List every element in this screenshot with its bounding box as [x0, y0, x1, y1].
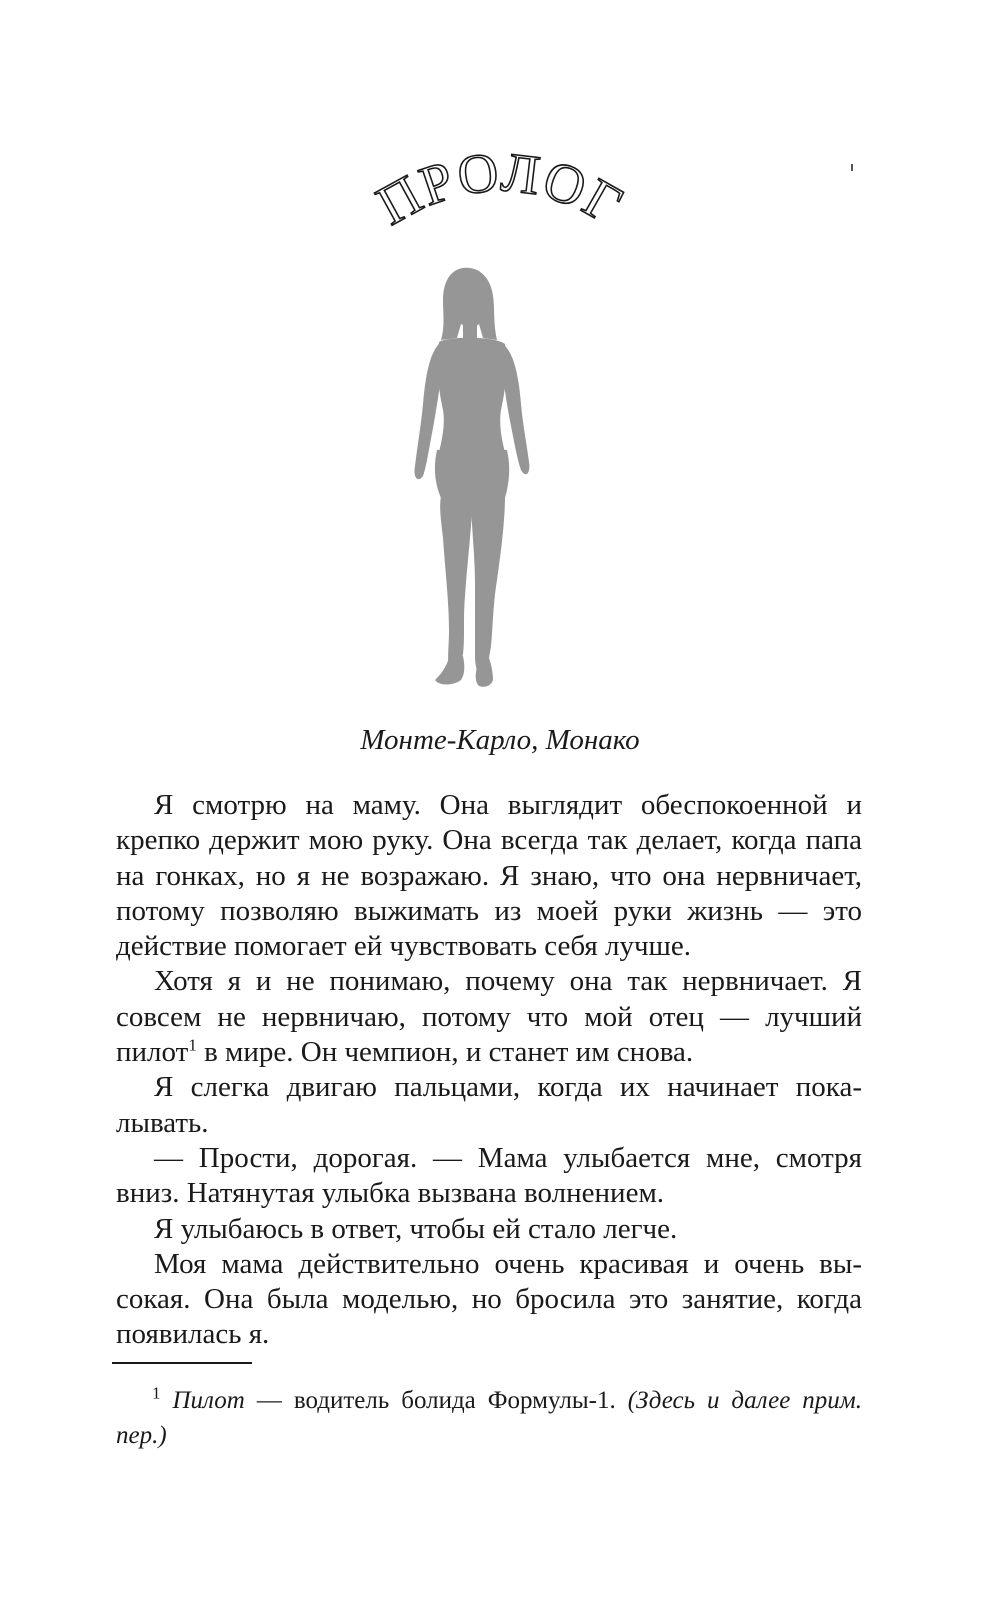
- footnote: [116, 1383, 862, 1453]
- paragraph-4: — Прости, дорогая. — Мама улыбается мне, смотря вниз. Натянутая улыбка вызвана волнением.: [116, 1141, 862, 1210]
- stray-mark: [851, 164, 853, 171]
- footnote-note: (Здесь и далее прим. пер.): [116, 1387, 862, 1449]
- silhouette-shape: [414, 268, 529, 687]
- footnote-marker: 1: [152, 1383, 161, 1403]
- body-text: [116, 788, 862, 1353]
- paragraph-2: [116, 964, 862, 1070]
- footnote-divider: [112, 1362, 252, 1364]
- paragraph-1: Я смотрю на маму. Она выглядит обеспокоенной и крепко держит мою руку. Она всегда так делает, когда папа на гонках, но я не возражаю. Я знаю, что она нервничает, потому позволяю выжимать из моей руки жизнь — это действие помогает ей чувствовать себя лучше.: [116, 789, 862, 963]
- footnote-term: Пилот: [172, 1387, 245, 1414]
- paragraph-2-text: Хотя я и не понимаю, почему она так нервничает. Я совсем не нервничаю, потому что мой отец — лучший: [116, 965, 862, 1033]
- paragraph-6: Моя мама действительно очень красивая и очень высокая. Она была моделью, но бросила это занятие, когда появилась я.: [116, 1247, 862, 1351]
- chapter-title-path: ПРОЛОГ: [367, 150, 634, 238]
- footnote-text: — водитель болида Формулы-1.: [244, 1387, 628, 1414]
- paragraph-5: Я улыбаюсь в ответ, чтобы ей стало легче.: [154, 1212, 678, 1245]
- paragraph-2-continued: в мире. Он чемпион, и станет им снова.: [204, 1036, 694, 1069]
- footnote-ref-marker[interactable]: 1: [188, 1035, 197, 1055]
- location-subtitle: Монте-Карло, Монако: [360, 724, 640, 756]
- paragraph-3: Я слегка двигаю пальцами, когда их начинает покалывать.: [116, 1071, 862, 1139]
- chapter-title-text: [367, 150, 633, 238]
- chapter-title: [340, 150, 660, 260]
- footnote-ref-word: пилот: [116, 1036, 189, 1069]
- woman-silhouette-icon: [405, 262, 545, 690]
